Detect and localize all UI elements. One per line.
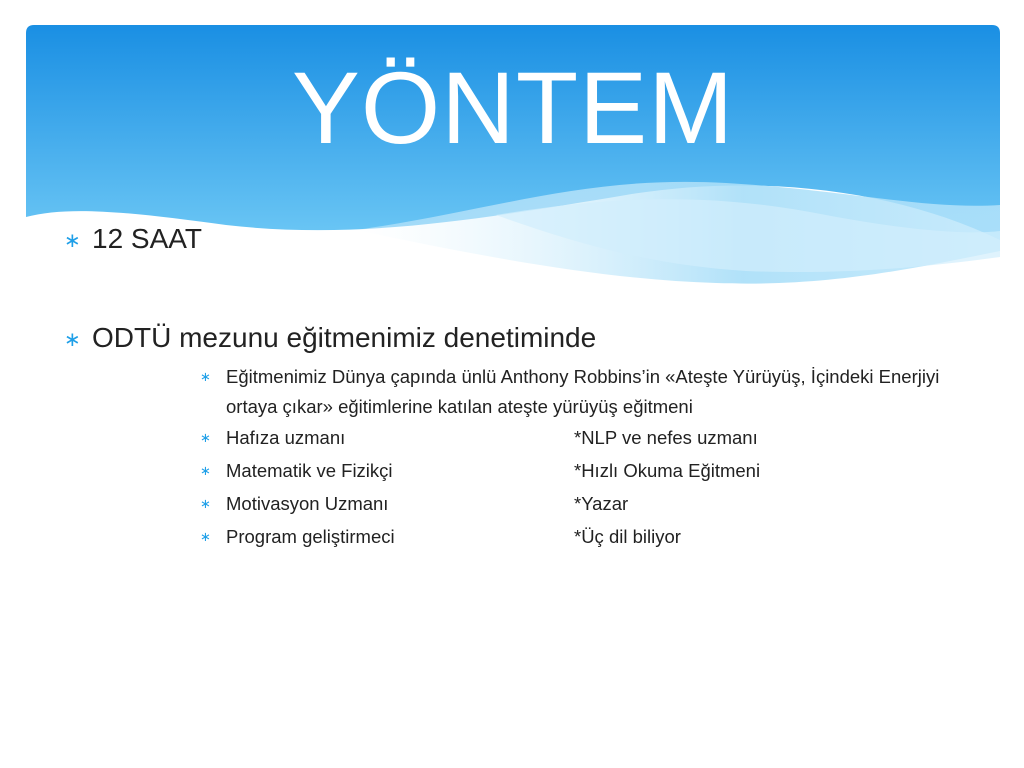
bullet-text: 12 SAAT: [92, 223, 202, 254]
bullet-asterisk-icon: ∗: [200, 529, 211, 544]
bullet-asterisk-icon: ∗: [64, 230, 81, 252]
bullet-text: ODTÜ mezunu eğitmenimiz denetiminde: [92, 322, 597, 353]
bullet-duration: [64, 222, 202, 256]
bullet-asterisk-icon: ∗: [64, 329, 81, 351]
slide-title: YÖNTEM: [291, 51, 735, 165]
sub-bullet-text: Hafıza uzmanı: [226, 427, 346, 448]
sub-bullet-right-text: *Hızlı Okuma Eğitmeni: [574, 460, 761, 481]
sub-bullet-text: Matematik ve Fizikçi: [226, 460, 393, 481]
sub-bullet-row: [200, 522, 980, 552]
sub-bullet-row: [200, 489, 980, 519]
bullet-asterisk-icon: ∗: [200, 430, 211, 445]
sub-bullet-text: Motivasyon Uzmanı: [226, 493, 389, 514]
bullet-trainer: [64, 321, 596, 355]
bullet-asterisk-icon: ∗: [200, 496, 211, 511]
sub-bullet-right-text: *NLP ve nefes uzmanı: [574, 427, 758, 448]
bullet-asterisk-icon: ∗: [200, 463, 211, 478]
sub-bullet-text: Program geliştirmeci: [226, 526, 395, 547]
sub-bullet-text: Eğitmenimiz Dünya çapında ünlü Anthony Robbins’in «Ateşte Yürüyüş, İçindeki Enerjiyi ortaya çıkar» eğitimlerine katılan ateşte yürüyüş eğitmeni: [226, 366, 940, 417]
sub-bullet-right-text: *Yazar: [574, 493, 629, 514]
bullet-asterisk-icon: ∗: [200, 369, 211, 384]
sub-bullet-firewalk: [200, 362, 980, 422]
sub-bullet-row: [200, 423, 980, 453]
sub-bullet-row: [200, 456, 980, 486]
sub-bullet-right-text: *Üç dil biliyor: [574, 526, 681, 547]
